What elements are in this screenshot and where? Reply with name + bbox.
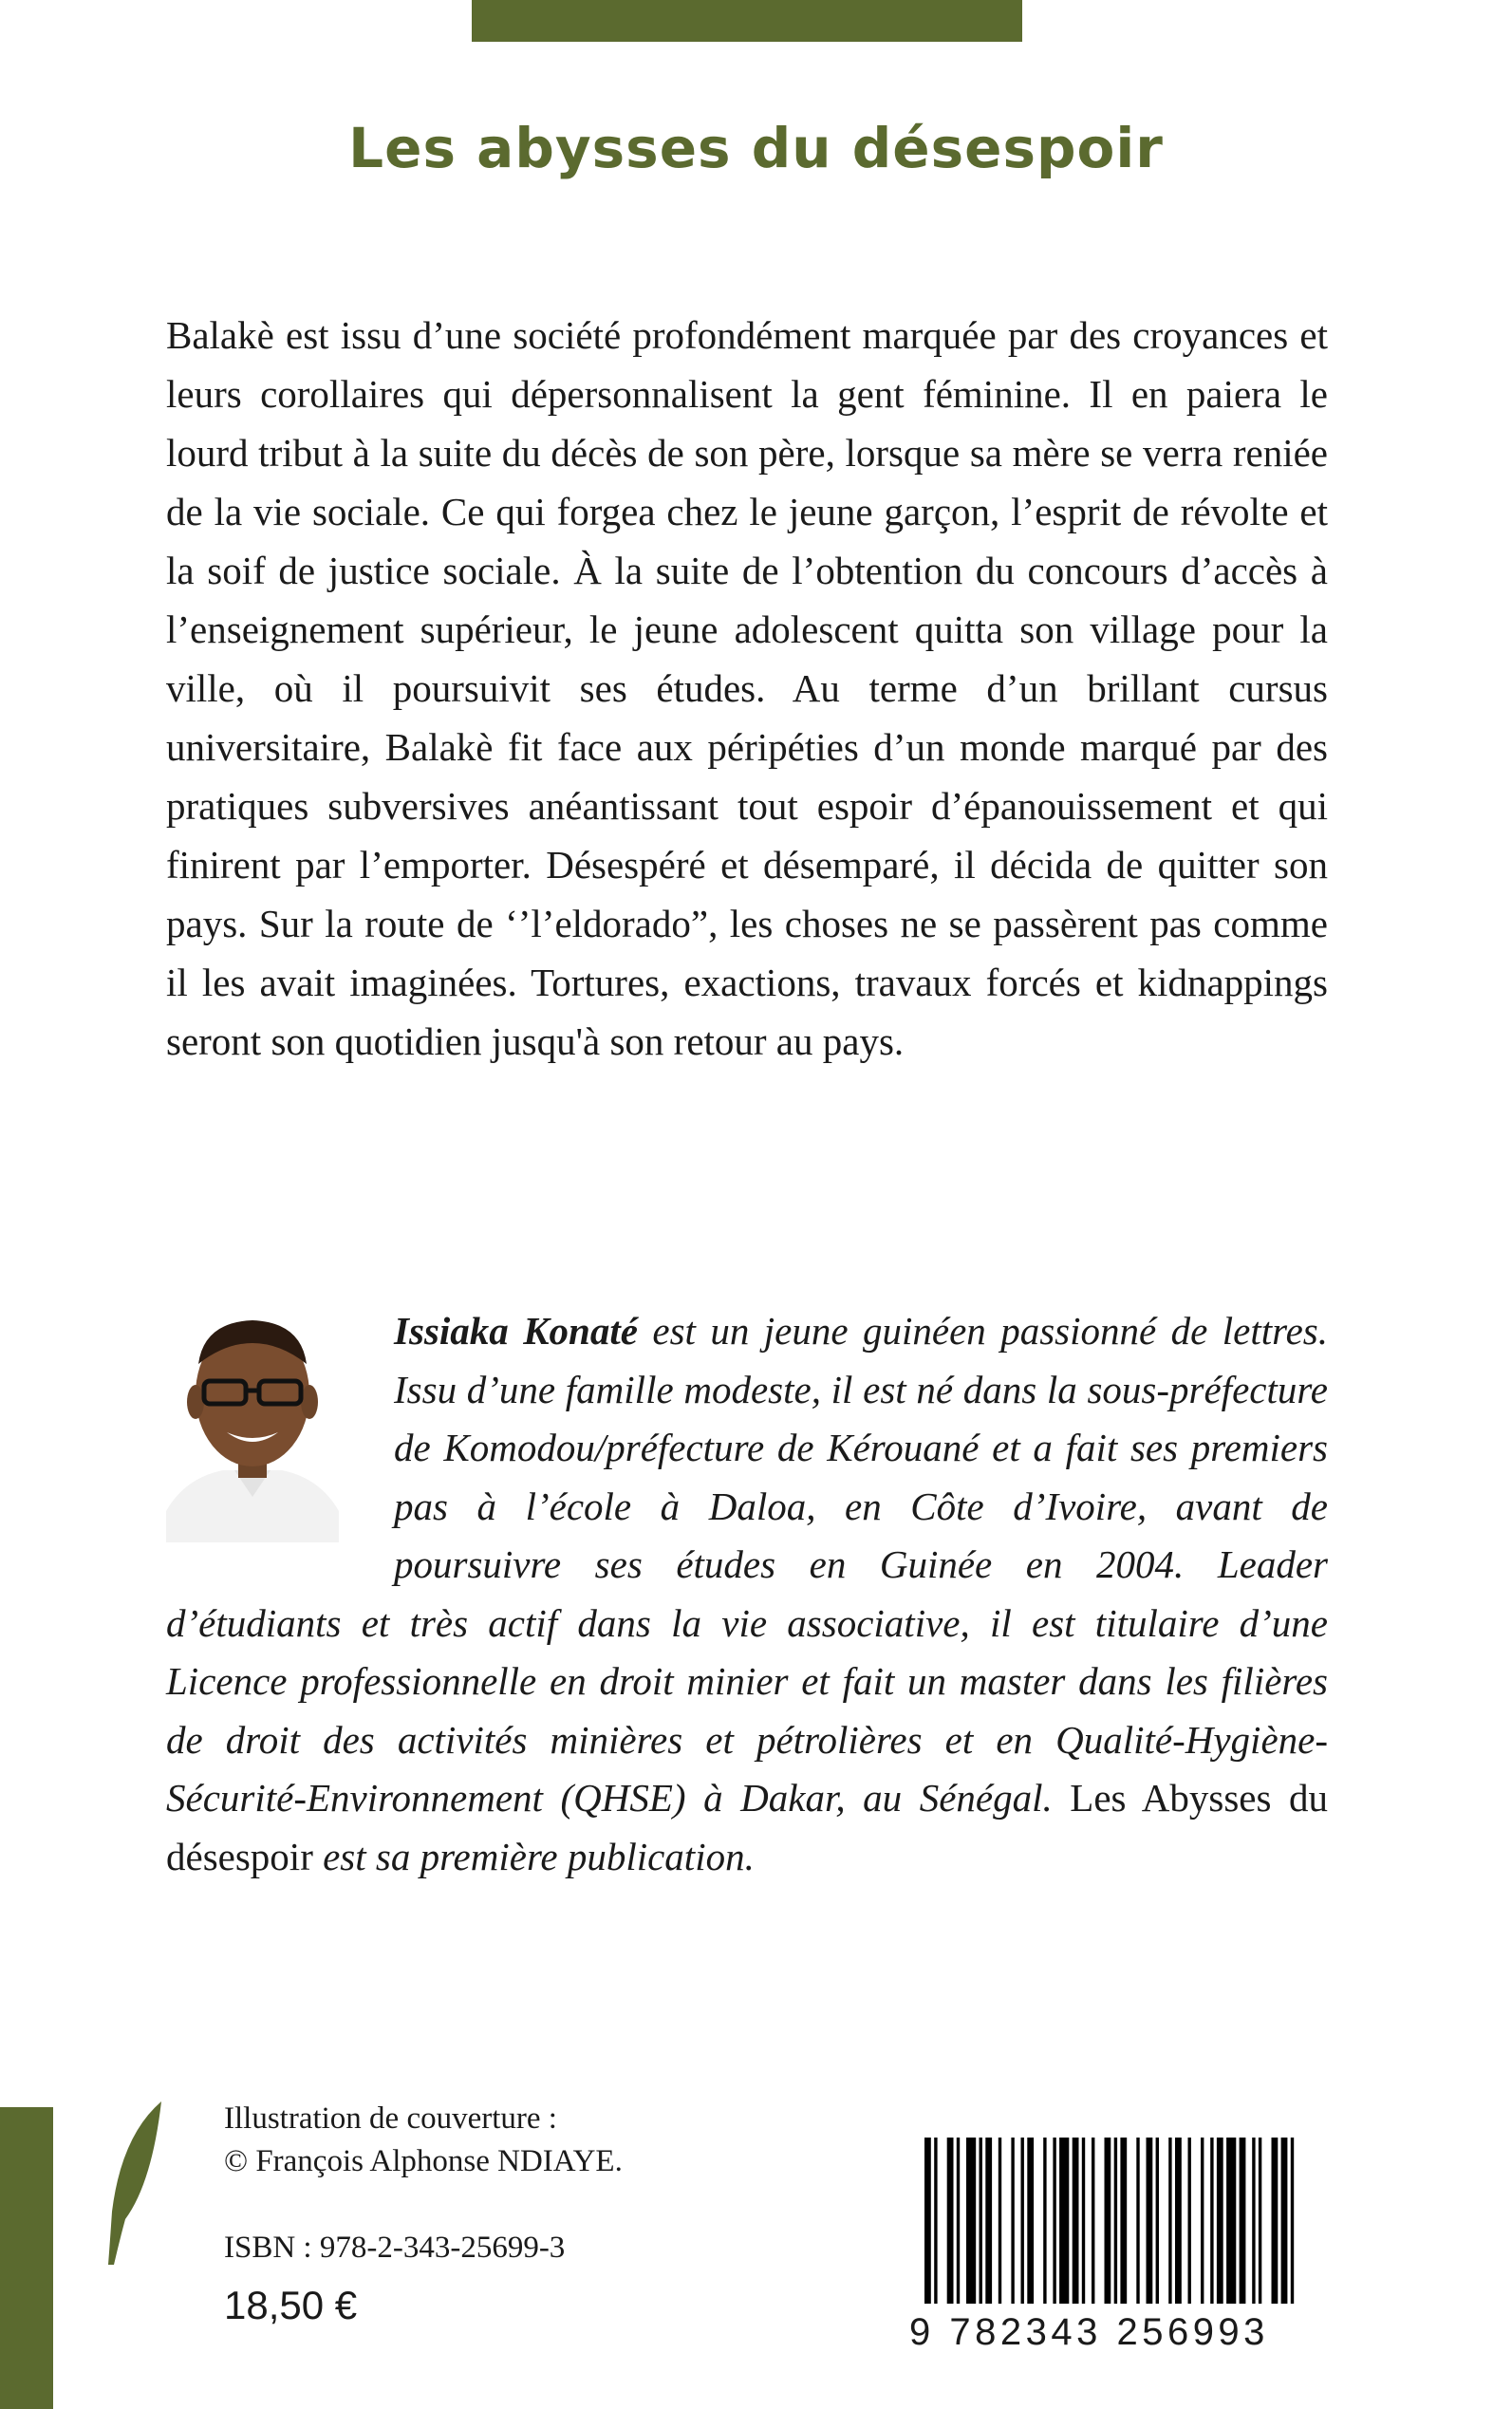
barcode-bar — [924, 2138, 931, 2304]
bio-text: est un jeune guinéen passionné de lettres. Issu d’une famille modeste, il est né dans la sous-préfecture de Komodou/préfecture de Kérouané et a fait ses premiers pas à l’école à Daloa, en Côte d’Ivoire, avant de poursuivre ses études en Guinée en 2004. Leader d’étudiants et très actif dans la vie associative, il est titulaire d’une Licence professionnelle en droit minier et fait un master dans les filières de droit des activités minières et pétrolières et en Qualité-Hygiène-Sécurité-Environnement (QHSE) à Dakar, au Sénégal. — [166, 1309, 1328, 1820]
barcode-bar — [1252, 2138, 1255, 2304]
barcode-bar — [1053, 2138, 1055, 2304]
summary-paragraph: Balakè est issu d’une société profondément marquée par des croyances et leurs corollaires qui dépersonnalisent la gent féminine. Il en paiera le lourd tribut à la suite du décès de son père, lorsque sa mère se verra reniée de la vie sociale. Ce qui forgea chez le jeune garçon, l’esprit de révolte et la soif de justice sociale. À la suite de l’obtention du concours d’accès à l’enseignement supérieur, le jeune adolescent quitta son village pour la ville, où il poursuivit ses études. Au terme d’un brillant cursus universitaire, Balakè fit face aux péripéties d’un monde marqué par des pratiques subversives anéantissant tout espoir d’épanouissement et qui finirent par l’emporter. Désespéré et désemparé, il décida de quitter son pays. Sur la route de ‘’l’eldorado”, les choses ne se passèrent pas comme il les avait imaginées. Tortures, exactions, travaux forcés et kidnappings seront son quotidien jusqu'à son retour au pays. — [166, 313, 1328, 1063]
price: 18,50 € — [224, 2283, 358, 2327]
photo-spacer — [166, 1302, 394, 1587]
barcode-bar — [1168, 2138, 1171, 2304]
barcode-bar — [1281, 2138, 1288, 2304]
barcode-bar — [1217, 2138, 1223, 2304]
barcode-bar — [980, 2138, 982, 2304]
credit-line-1: Illustration de couverture : — [224, 2101, 557, 2136]
barcode-bar — [1120, 2138, 1127, 2304]
barcode-bar — [1259, 2138, 1261, 2304]
barcode-bar — [985, 2138, 992, 2304]
isbn: ISBN : 978-2-343-25699-3 — [224, 2231, 566, 2265]
barcode-bar — [1226, 2138, 1236, 2304]
barcode-bar — [1291, 2138, 1294, 2304]
barcode-bar — [1114, 2138, 1117, 2304]
barcode-digits: 9 782343 256993 — [909, 2311, 1269, 2353]
author-name: Issiaka Konaté — [394, 1309, 638, 1353]
barcode-bar — [999, 2138, 1001, 2304]
barcode-bar — [1105, 2138, 1111, 2304]
barcode-bar — [1092, 2138, 1094, 2304]
barcode-bar — [1082, 2138, 1085, 2304]
credit-line-2: © François Alphonse NDIAYE. — [224, 2144, 623, 2178]
barcode-bar — [1073, 2138, 1079, 2304]
bio-book-title: Les Abysses du désespoir — [166, 1776, 1328, 1878]
barcode-bar — [1201, 2138, 1204, 2304]
barcode-bar — [1147, 2138, 1153, 2304]
barcode-bar — [966, 2138, 976, 2304]
barcode-bar — [1011, 2138, 1014, 2304]
barcode-bar — [1272, 2138, 1279, 2304]
barcode-bar — [1027, 2138, 1034, 2304]
barcode — [909, 2138, 1310, 2318]
barcode-bar — [1240, 2138, 1246, 2304]
barcode-bar — [957, 2138, 960, 2304]
barcode-bar — [1188, 2138, 1191, 2304]
barcode-bar — [1021, 2138, 1024, 2304]
bio-closing: est sa première publication. — [312, 1834, 755, 1878]
top-accent-bar — [472, 0, 1022, 42]
barcode-bar — [1043, 2138, 1046, 2304]
barcode-bar — [1136, 2138, 1139, 2304]
barcode-bar — [1156, 2138, 1159, 2304]
book-title: Les abysses du désespoir — [348, 116, 1164, 180]
bottom-accent-bar — [0, 2107, 53, 2409]
barcode-bar — [1059, 2138, 1069, 2304]
barcode-bar — [1175, 2138, 1182, 2304]
cover-credits — [224, 2098, 623, 2183]
barcode-bar — [947, 2138, 954, 2304]
feather-icon — [103, 2098, 169, 2269]
barcode-bar — [934, 2138, 937, 2304]
barcode-bar — [1210, 2138, 1213, 2304]
author-bio — [166, 1302, 1328, 1886]
